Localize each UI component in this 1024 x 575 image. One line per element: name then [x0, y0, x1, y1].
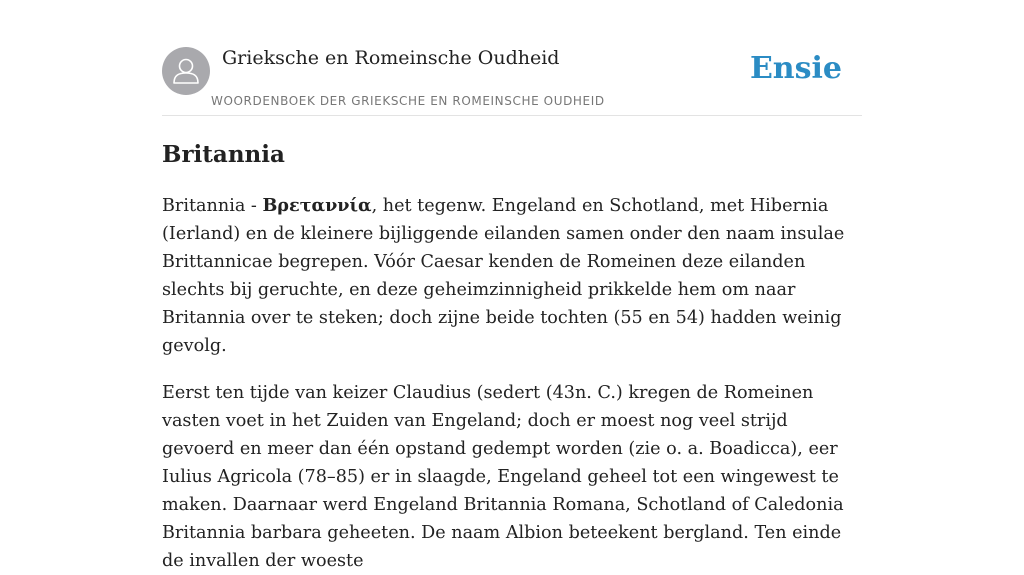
greek-term: Βρεταννία	[262, 195, 372, 216]
user-icon[interactable]	[162, 47, 210, 95]
dictionary-subtitle: WOORDENBOEK DER GRIEKSCHE EN ROMEINSCHE OUDHEID	[211, 94, 605, 108]
entry-paragraph-1	[162, 192, 862, 360]
entry-lead: Britannia -	[162, 196, 263, 216]
dictionary-title[interactable]: Grieksche en Romeinsche Oudheid	[222, 47, 560, 69]
entry-paragraph-1-text: , het tegenw. Engeland en Schotland, met Hibernia (Ierland) en de kleinere bijliggende eilanden samen onder den naam insulae Brittannicae begrepen. Vóór Caesar kenden de Romeinen deze eilanden slechts bij geruchte, en deze geheimzinnigheid prikkelde hem om naar Britannia over te steken; doch zijne beide tochten (55 en 54) hadden weinig gevolg.	[162, 196, 845, 356]
page	[162, 0, 862, 575]
dictionary-header	[162, 0, 862, 116]
entry-paragraph-2: Eerst ten tijde van keizer Claudius (sedert (43n. C.) kregen de Romeinen vasten voet in het Zuiden van Engeland; doch er moest nog veel strijd gevoerd en meer dan één opstand gedempt worden (zie o. a. Boadicca), eer Iulius Agricola (78–85) er in slaagde, Engeland geheel tot een wingewest te maken. Daarnaar werd Engeland Britannia Romana, Schotland of Caledonia Britannia barbara geheeten. De naam Albion beteekent bergland. Ten einde de invallen der woeste	[162, 383, 844, 571]
entry-title: Britannia	[162, 141, 285, 168]
brand-logo[interactable]: Ensie	[749, 51, 842, 86]
